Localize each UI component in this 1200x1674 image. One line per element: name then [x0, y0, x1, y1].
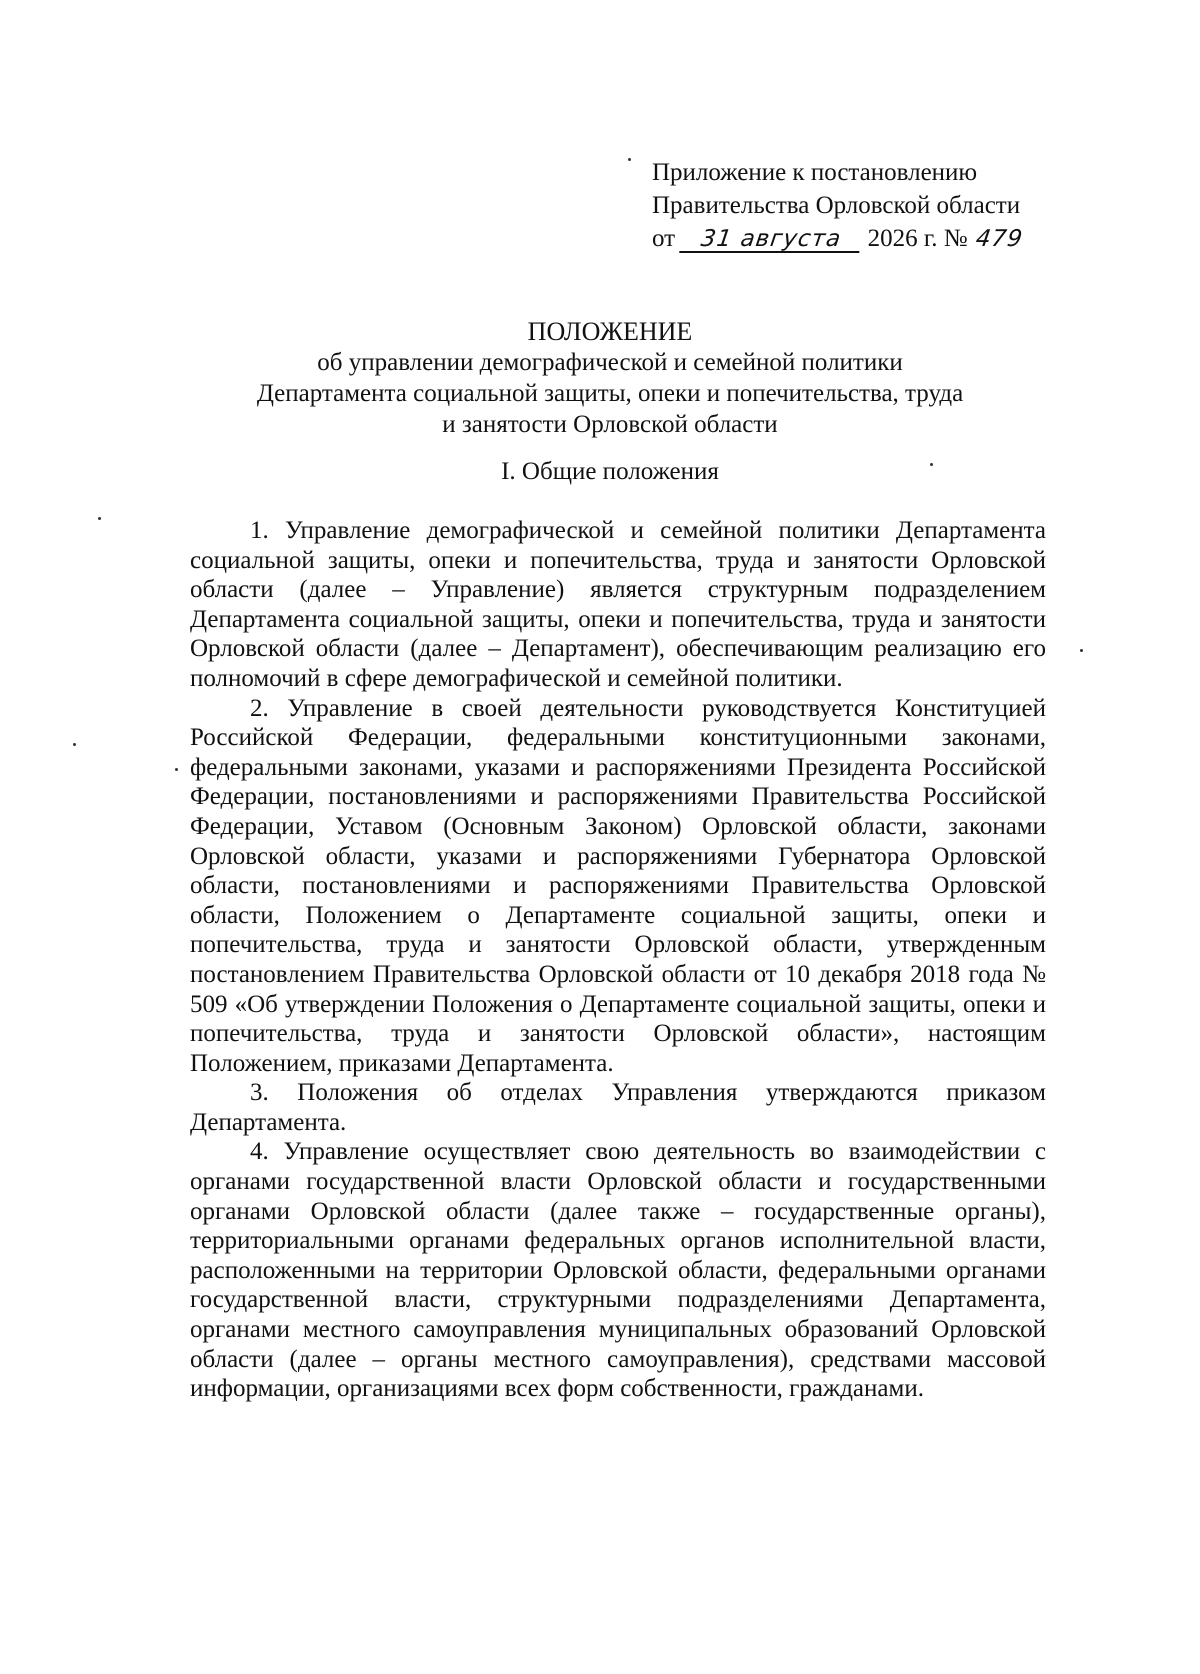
document-body [190, 516, 1046, 1404]
paragraph-4: 4. Управление осуществляет свою деятельность во взаимодействии с органами государственной власти Орловской области и государственными органами Орловской области (далее также – государственные органы), территориальными органами федеральных органов исполнительной власти, расположенными на территории Орловской области, федеральными органами государственной власти, структурными подразделениями Департамента, органами местного самоуправления муниципальных образований Орловской области (далее – органы местного самоуправления), средствами массовой информации, организациями всех форм собственности, гражданами. [190, 1138, 1046, 1403]
scan-speck [175, 768, 178, 771]
appendix-prefix: от [652, 225, 676, 252]
paragraph-2: 2. Управление в своей деятельности руководствуется Конституцией Российской Федерации, федеральными конституционными законами, федеральными законами, указами и распоряжениями Президента Российской Федерации, постановлениями и распоряжениями Правительства Российской Федерации, Уставом (Основным Законом) Орловской области, законами Орловской области, указами и распоряжениями Губернатора Орловской области, постановлениями и распоряжениями Правительства Орловской области, Положением о Департаменте социальной защиты, опеки и попечительства, труда и занятости Орловской области, утвержденным постановлением Правительства Орловской области от 10 декабря 2018 года № 509 «Об утверждении Положения о Департаменте социальной защиты, опеки и попечительства, труда и занятости Орловской области», настоящим Положением, приказами Департамента. [190, 694, 1046, 1077]
title-line-1: об управлении демографической и семейной политики [317, 349, 903, 376]
appendix-line-2: Правительства Орловской области [652, 192, 1021, 219]
document-title: ПОЛОЖЕНИЕ [527, 317, 693, 346]
appendix-year: 2026 г. № [867, 225, 968, 252]
paragraph-3: 3. Положения об отделах Управления утверждаются приказом Департамента. [190, 1079, 1046, 1136]
title-line-2: Департамента социальной защиты, опеки и попечительства, труда [256, 380, 964, 407]
handwritten-date: 31 августа [680, 227, 864, 253]
title-line-3: и занятости Орловской области [442, 411, 778, 438]
handwritten-number: 479 [974, 226, 1025, 252]
appendix-line-3 [652, 222, 1092, 255]
paragraph-1: 1. Управление демографической и семейной политики Департамента социальной защиты, опеки и попечительства, труда и занятости Орловской области (далее – Управление) является структурным подразделением Департамента социальной защиты, опеки и попечительства, труда и занятости Орловской области (далее – Департамент), обеспечивающим реализацию его полномочий в сфере демографической и семейной политики. [190, 517, 1046, 692]
appendix-header [652, 156, 1092, 255]
scan-speck [628, 158, 631, 161]
document-title-block [180, 316, 1040, 440]
scan-speck [98, 517, 101, 520]
scan-speck [930, 463, 933, 466]
appendix-line-1: Приложение к постановлению [652, 159, 978, 186]
section-heading: I. Общие положения [501, 458, 719, 485]
scan-speck [73, 743, 76, 746]
scan-speck [1080, 649, 1083, 652]
